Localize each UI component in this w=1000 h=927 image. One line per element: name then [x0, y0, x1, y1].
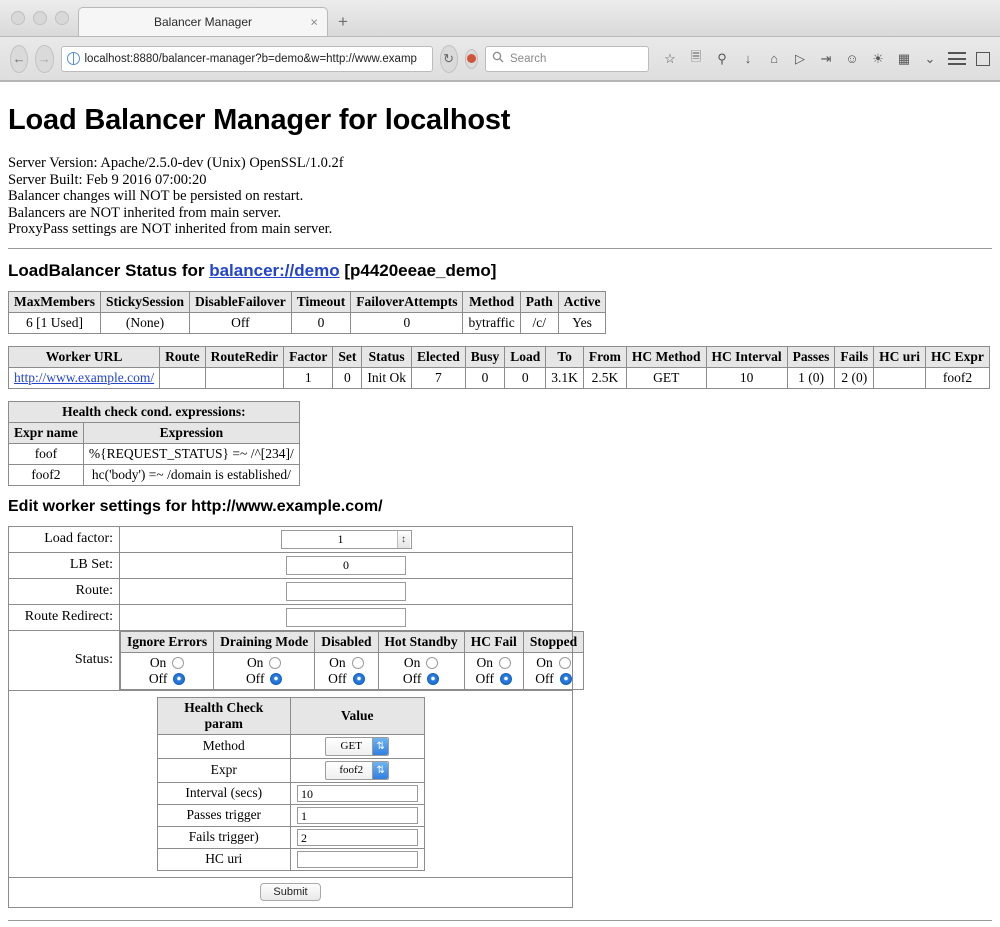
- th-maxmembers: MaxMembers: [9, 291, 101, 312]
- divider: [8, 248, 992, 249]
- download-icon[interactable]: ↓: [744, 51, 752, 66]
- cell-active: Yes: [558, 312, 606, 333]
- cell-route: [160, 367, 206, 388]
- load-factor-label: Load factor:: [9, 526, 120, 552]
- th-passes: Passes: [787, 346, 835, 367]
- chevron-down-icon[interactable]: ⌄: [924, 50, 936, 66]
- cell-busy: 0: [465, 367, 505, 388]
- hc-param-method-label: Method: [157, 734, 291, 758]
- load-factor-cell: [120, 526, 573, 552]
- status-label: Status:: [9, 630, 120, 690]
- th-hot-standby: Hot Standby: [378, 631, 464, 652]
- star-icon[interactable]: ☆: [664, 50, 676, 66]
- radio-group-off: [471, 671, 517, 687]
- radio-on[interactable]: [559, 657, 571, 669]
- on-label: On: [149, 654, 167, 670]
- worker-settings-form: [8, 526, 578, 908]
- table-row: [9, 443, 300, 464]
- cell-expr-name: foof2: [9, 464, 84, 485]
- worker-table: [8, 346, 990, 389]
- hc-param-expr-label: Expr: [157, 758, 291, 782]
- balancer-heading: [8, 261, 992, 281]
- cell-stickysession: (None): [100, 312, 189, 333]
- cell-hc-expr: foof2: [926, 367, 990, 388]
- load-factor-input[interactable]: 1 ↕: [281, 530, 412, 549]
- browser-titlebar: [0, 0, 1000, 37]
- back-button[interactable]: [10, 45, 28, 73]
- balancer-link[interactable]: balancer://demo: [209, 260, 340, 280]
- tab-balancer-manager[interactable]: [78, 7, 328, 36]
- off-label: Off: [475, 670, 494, 686]
- th-disablefailover: DisableFailover: [190, 291, 292, 312]
- route-redirect-cell: [120, 604, 573, 630]
- table-header-row: [9, 346, 990, 367]
- radio-group-off: [385, 671, 458, 687]
- balancer-heading-prefix: LoadBalancer Status for: [8, 260, 210, 280]
- off-label: Off: [245, 670, 265, 686]
- palette-icon[interactable]: ☀: [872, 50, 884, 66]
- radio-group-on: [321, 655, 371, 671]
- status-ignore-errors: [121, 652, 214, 689]
- cell-timeout: 0: [291, 312, 351, 333]
- form-row-route-redirect: [9, 604, 573, 630]
- tab-label: Balancer Manager: [153, 15, 253, 29]
- cell-path: /c/: [520, 312, 558, 333]
- radio-group-on: [530, 655, 577, 671]
- cell-expression: %{REQUEST_STATUS} =~ /^[234]/: [83, 443, 299, 464]
- cell-hc-method: GET: [626, 367, 706, 388]
- cell-status: Init Ok: [362, 367, 412, 388]
- balancer-status-table: [8, 291, 606, 334]
- cell-disablefailover: Off: [190, 312, 292, 333]
- zoom-window-button[interactable]: [55, 11, 69, 25]
- on-label: On: [403, 654, 421, 670]
- th-timeout: Timeout: [291, 291, 351, 312]
- th-method: Method: [463, 291, 520, 312]
- table-row: [157, 734, 424, 758]
- balancer-heading-suffix: [p4420eeae_demo]: [339, 260, 497, 280]
- radio-off[interactable]: [353, 673, 365, 685]
- route-redirect-input[interactable]: [286, 608, 406, 627]
- cell-load: 0: [505, 367, 546, 388]
- server-built: Server Built: Feb 9 2016 07:00:20: [8, 171, 207, 188]
- th-to: To: [546, 346, 584, 367]
- off-label: Off: [328, 670, 347, 686]
- table-row: [9, 312, 606, 333]
- table-row: [9, 367, 990, 388]
- table-row: [157, 758, 424, 782]
- hc-uri-input[interactable]: [297, 851, 418, 868]
- hc-param-interval-cell: [291, 782, 425, 804]
- radio-on[interactable]: [352, 657, 364, 669]
- radio-off[interactable]: [560, 673, 572, 685]
- th-ignore-errors: Ignore Errors: [121, 631, 214, 652]
- th-fails: Fails: [835, 346, 874, 367]
- th-from: From: [583, 346, 626, 367]
- radio-group-off: [321, 671, 371, 687]
- status-stopped: [523, 652, 583, 689]
- status-disabled: [315, 652, 378, 689]
- blocked-icon[interactable]: [465, 49, 478, 69]
- th-hc-value: Value: [291, 697, 425, 734]
- shield-icon[interactable]: ⚲: [717, 50, 727, 66]
- search-icon: [492, 51, 504, 66]
- menu-icon[interactable]: [948, 52, 966, 65]
- route-input[interactable]: [286, 582, 406, 601]
- forward-button[interactable]: [35, 45, 53, 73]
- table-row: [157, 782, 424, 804]
- window-controls[interactable]: [11, 11, 69, 25]
- status-options-table: [120, 631, 584, 690]
- status-cell: [120, 630, 578, 690]
- radio-group-on: [127, 655, 207, 671]
- status-hot-standby: [378, 652, 464, 689]
- table-row: [157, 848, 424, 870]
- address-bar[interactable]: [61, 46, 433, 72]
- form-row-load-factor: [9, 526, 573, 552]
- home-icon[interactable]: ⌂: [770, 51, 778, 66]
- hc-interval-input[interactable]: 10: [297, 785, 418, 802]
- smiley-icon[interactable]: ☺: [845, 51, 859, 66]
- hc-param-method-cell: [291, 734, 425, 758]
- th-failoverattempts: FailoverAttempts: [351, 291, 463, 312]
- hc-fails-input[interactable]: 2: [297, 829, 418, 846]
- pocket-icon[interactable]: ⇥: [820, 50, 832, 66]
- th-expression: Expression: [83, 422, 299, 443]
- cell-factor: 1: [284, 367, 333, 388]
- th-busy: Busy: [465, 346, 505, 367]
- th-factor: Factor: [284, 346, 333, 367]
- submit-cell: [9, 877, 573, 907]
- form-row-health-check: [9, 690, 573, 877]
- inherit-note: Balancers are NOT inherited from main server.: [8, 204, 282, 221]
- cell-elected: 7: [411, 367, 465, 388]
- th-disabled: Disabled: [315, 631, 378, 652]
- cell-hc-interval: 10: [706, 367, 787, 388]
- on-label: On: [329, 654, 346, 670]
- reader-icon[interactable]: 🗏: [690, 48, 702, 64]
- page-title: Load Balancer Manager for localhost: [8, 104, 511, 136]
- lb-set-input[interactable]: 0: [286, 556, 406, 575]
- hc-method-select[interactable]: GET ⇅: [325, 737, 389, 756]
- cell-maxmembers: 6 [1 Used]: [9, 312, 101, 333]
- cell-routeredir: [205, 367, 284, 388]
- lb-set-label: LB Set:: [9, 552, 120, 578]
- th-draining-mode: Draining Mode: [214, 631, 315, 652]
- library-icon[interactable]: ▦: [897, 50, 911, 66]
- th-status: Status: [362, 346, 412, 367]
- hc-param-fails-label: Fails trigger): [157, 826, 291, 848]
- radio-on[interactable]: [172, 657, 184, 669]
- radio-group-on: [385, 655, 458, 671]
- th-hc-uri: HC uri: [874, 346, 926, 367]
- health-check-cell: [9, 690, 573, 877]
- cell-hc-uri: [874, 367, 926, 388]
- cell-set: 0: [333, 367, 362, 388]
- form-row-lb-set: [9, 552, 573, 578]
- toolbar-icons: [662, 48, 990, 70]
- page-content: [0, 82, 1000, 921]
- hc-param-uri-cell: [291, 848, 425, 870]
- table-header-row: [121, 631, 584, 652]
- server-info: [8, 155, 992, 238]
- cell-method: bytraffic: [463, 312, 520, 333]
- radio-group-on: [471, 655, 517, 671]
- health-check-expressions-table: [8, 401, 300, 486]
- form-row-route: [9, 578, 573, 604]
- expr-select-wrap: [297, 761, 418, 780]
- off-label: Off: [402, 670, 422, 686]
- reload-icon: ↻: [443, 50, 455, 66]
- worker-url-link[interactable]: http://www.example.com/: [14, 369, 155, 385]
- table-header-row: [9, 291, 606, 312]
- cell-from: 2.5K: [583, 367, 626, 388]
- url-text: localhost:8880/balancer-manager?b=demo&w=http://www.examp: [84, 52, 417, 65]
- radio-off[interactable]: [173, 673, 185, 685]
- table-header-row: [9, 422, 300, 443]
- on-label: On: [476, 654, 493, 670]
- forward-icon: →: [37, 51, 51, 66]
- status-radio-row: [121, 652, 584, 689]
- th-hc-param: Health Check param: [157, 697, 291, 734]
- radio-on[interactable]: [426, 657, 438, 669]
- search-bar[interactable]: [485, 46, 649, 72]
- close-window-button[interactable]: [11, 11, 25, 25]
- th-load: Load: [505, 346, 546, 367]
- off-label: Off: [535, 670, 554, 686]
- route-label: Route:: [9, 578, 120, 604]
- th-active: Active: [558, 291, 606, 312]
- on-label: On: [536, 654, 553, 670]
- table-row: [157, 804, 424, 826]
- browser-chrome: [0, 0, 1000, 82]
- off-label: Off: [148, 670, 168, 686]
- route-cell: [120, 578, 573, 604]
- send-icon[interactable]: ▷: [795, 50, 805, 66]
- hc-expressions-caption: Health check cond. expressions:: [9, 401, 300, 422]
- th-stickysession: StickySession: [100, 291, 189, 312]
- footer-divider: [8, 920, 992, 921]
- health-check-param-table: [157, 697, 425, 871]
- search-placeholder: Search: [510, 52, 547, 65]
- radio-group-off: [530, 671, 577, 687]
- table-row: [9, 464, 300, 485]
- form-row-status: [9, 630, 573, 690]
- radio-on[interactable]: [269, 657, 281, 669]
- th-hc-method: HC Method: [626, 346, 706, 367]
- edit-worker-heading: Edit worker settings for http://www.example.com/: [8, 497, 383, 515]
- radio-group-off: [127, 671, 207, 687]
- route-redirect-label: Route Redirect:: [9, 604, 120, 630]
- radio-group-on: [220, 655, 308, 671]
- navigation-toolbar: [0, 37, 1000, 81]
- th-hc-fail: HC Fail: [464, 631, 523, 652]
- status-draining-mode: [214, 652, 315, 689]
- radio-off[interactable]: [500, 673, 512, 685]
- cell-fails: 2 (0): [835, 367, 874, 388]
- hc-param-expr-cell: [291, 758, 425, 782]
- cell-expr-name: foof: [9, 443, 84, 464]
- th-expr-name: Expr name: [9, 422, 84, 443]
- table-row: [157, 826, 424, 848]
- th-stopped: Stopped: [523, 631, 583, 652]
- th-elected: Elected: [411, 346, 465, 367]
- minimize-window-button[interactable]: [33, 11, 47, 25]
- hc-expr-select[interactable]: foof2 ⇅: [325, 761, 389, 780]
- cell-expression: hc('body') =~ /domain is established/: [83, 464, 299, 485]
- th-routeredir: RouteRedir: [205, 346, 284, 367]
- radio-group-off: [220, 671, 308, 687]
- persist-note: Balancer changes will NOT be persisted on restart.: [8, 188, 304, 204]
- table-caption-row: [9, 401, 300, 422]
- table-header-row: [157, 697, 424, 734]
- hc-param-fails-cell: [291, 826, 425, 848]
- new-tab-button[interactable]: +: [338, 12, 348, 31]
- th-worker-url: Worker URL: [9, 346, 160, 367]
- hc-passes-input[interactable]: 1: [297, 807, 418, 824]
- cell-failoverattempts: 0: [351, 312, 463, 333]
- th-hc-expr: HC Expr: [926, 346, 990, 367]
- form-row-submit: [9, 877, 573, 907]
- proxypass-note: ProxyPass settings are NOT inherited from main server.: [8, 221, 333, 237]
- lb-set-cell: [120, 552, 573, 578]
- cell-worker-url[interactable]: [9, 367, 160, 388]
- back-icon: ←: [12, 51, 26, 66]
- radio-on[interactable]: [499, 657, 511, 669]
- hc-param-passes-cell: [291, 804, 425, 826]
- grid-icon[interactable]: [976, 52, 990, 66]
- cell-passes: 1 (0): [787, 367, 835, 388]
- th-set: Set: [333, 346, 362, 367]
- status-hc-fail: [464, 652, 523, 689]
- cell-to: 3.1K: [546, 367, 584, 388]
- radio-off[interactable]: [270, 673, 282, 685]
- th-hc-interval: HC Interval: [706, 346, 787, 367]
- method-select-wrap: [297, 737, 418, 756]
- on-label: On: [246, 654, 264, 670]
- th-route: Route: [160, 346, 206, 367]
- globe-icon: [67, 52, 80, 65]
- hc-param-interval-label: Interval (secs): [157, 782, 291, 804]
- server-version: Server Version: Apache/2.5.0-dev (Unix) OpenSSL/1.0.2f: [8, 155, 344, 171]
- hc-param-passes-label: Passes trigger: [157, 804, 291, 826]
- close-icon[interactable]: ×: [310, 14, 318, 30]
- th-path: Path: [520, 291, 558, 312]
- submit-button[interactable]: Submit: [260, 883, 320, 901]
- reload-button[interactable]: [440, 45, 458, 73]
- hc-param-uri-label: HC uri: [157, 848, 291, 870]
- radio-off[interactable]: [427, 673, 439, 685]
